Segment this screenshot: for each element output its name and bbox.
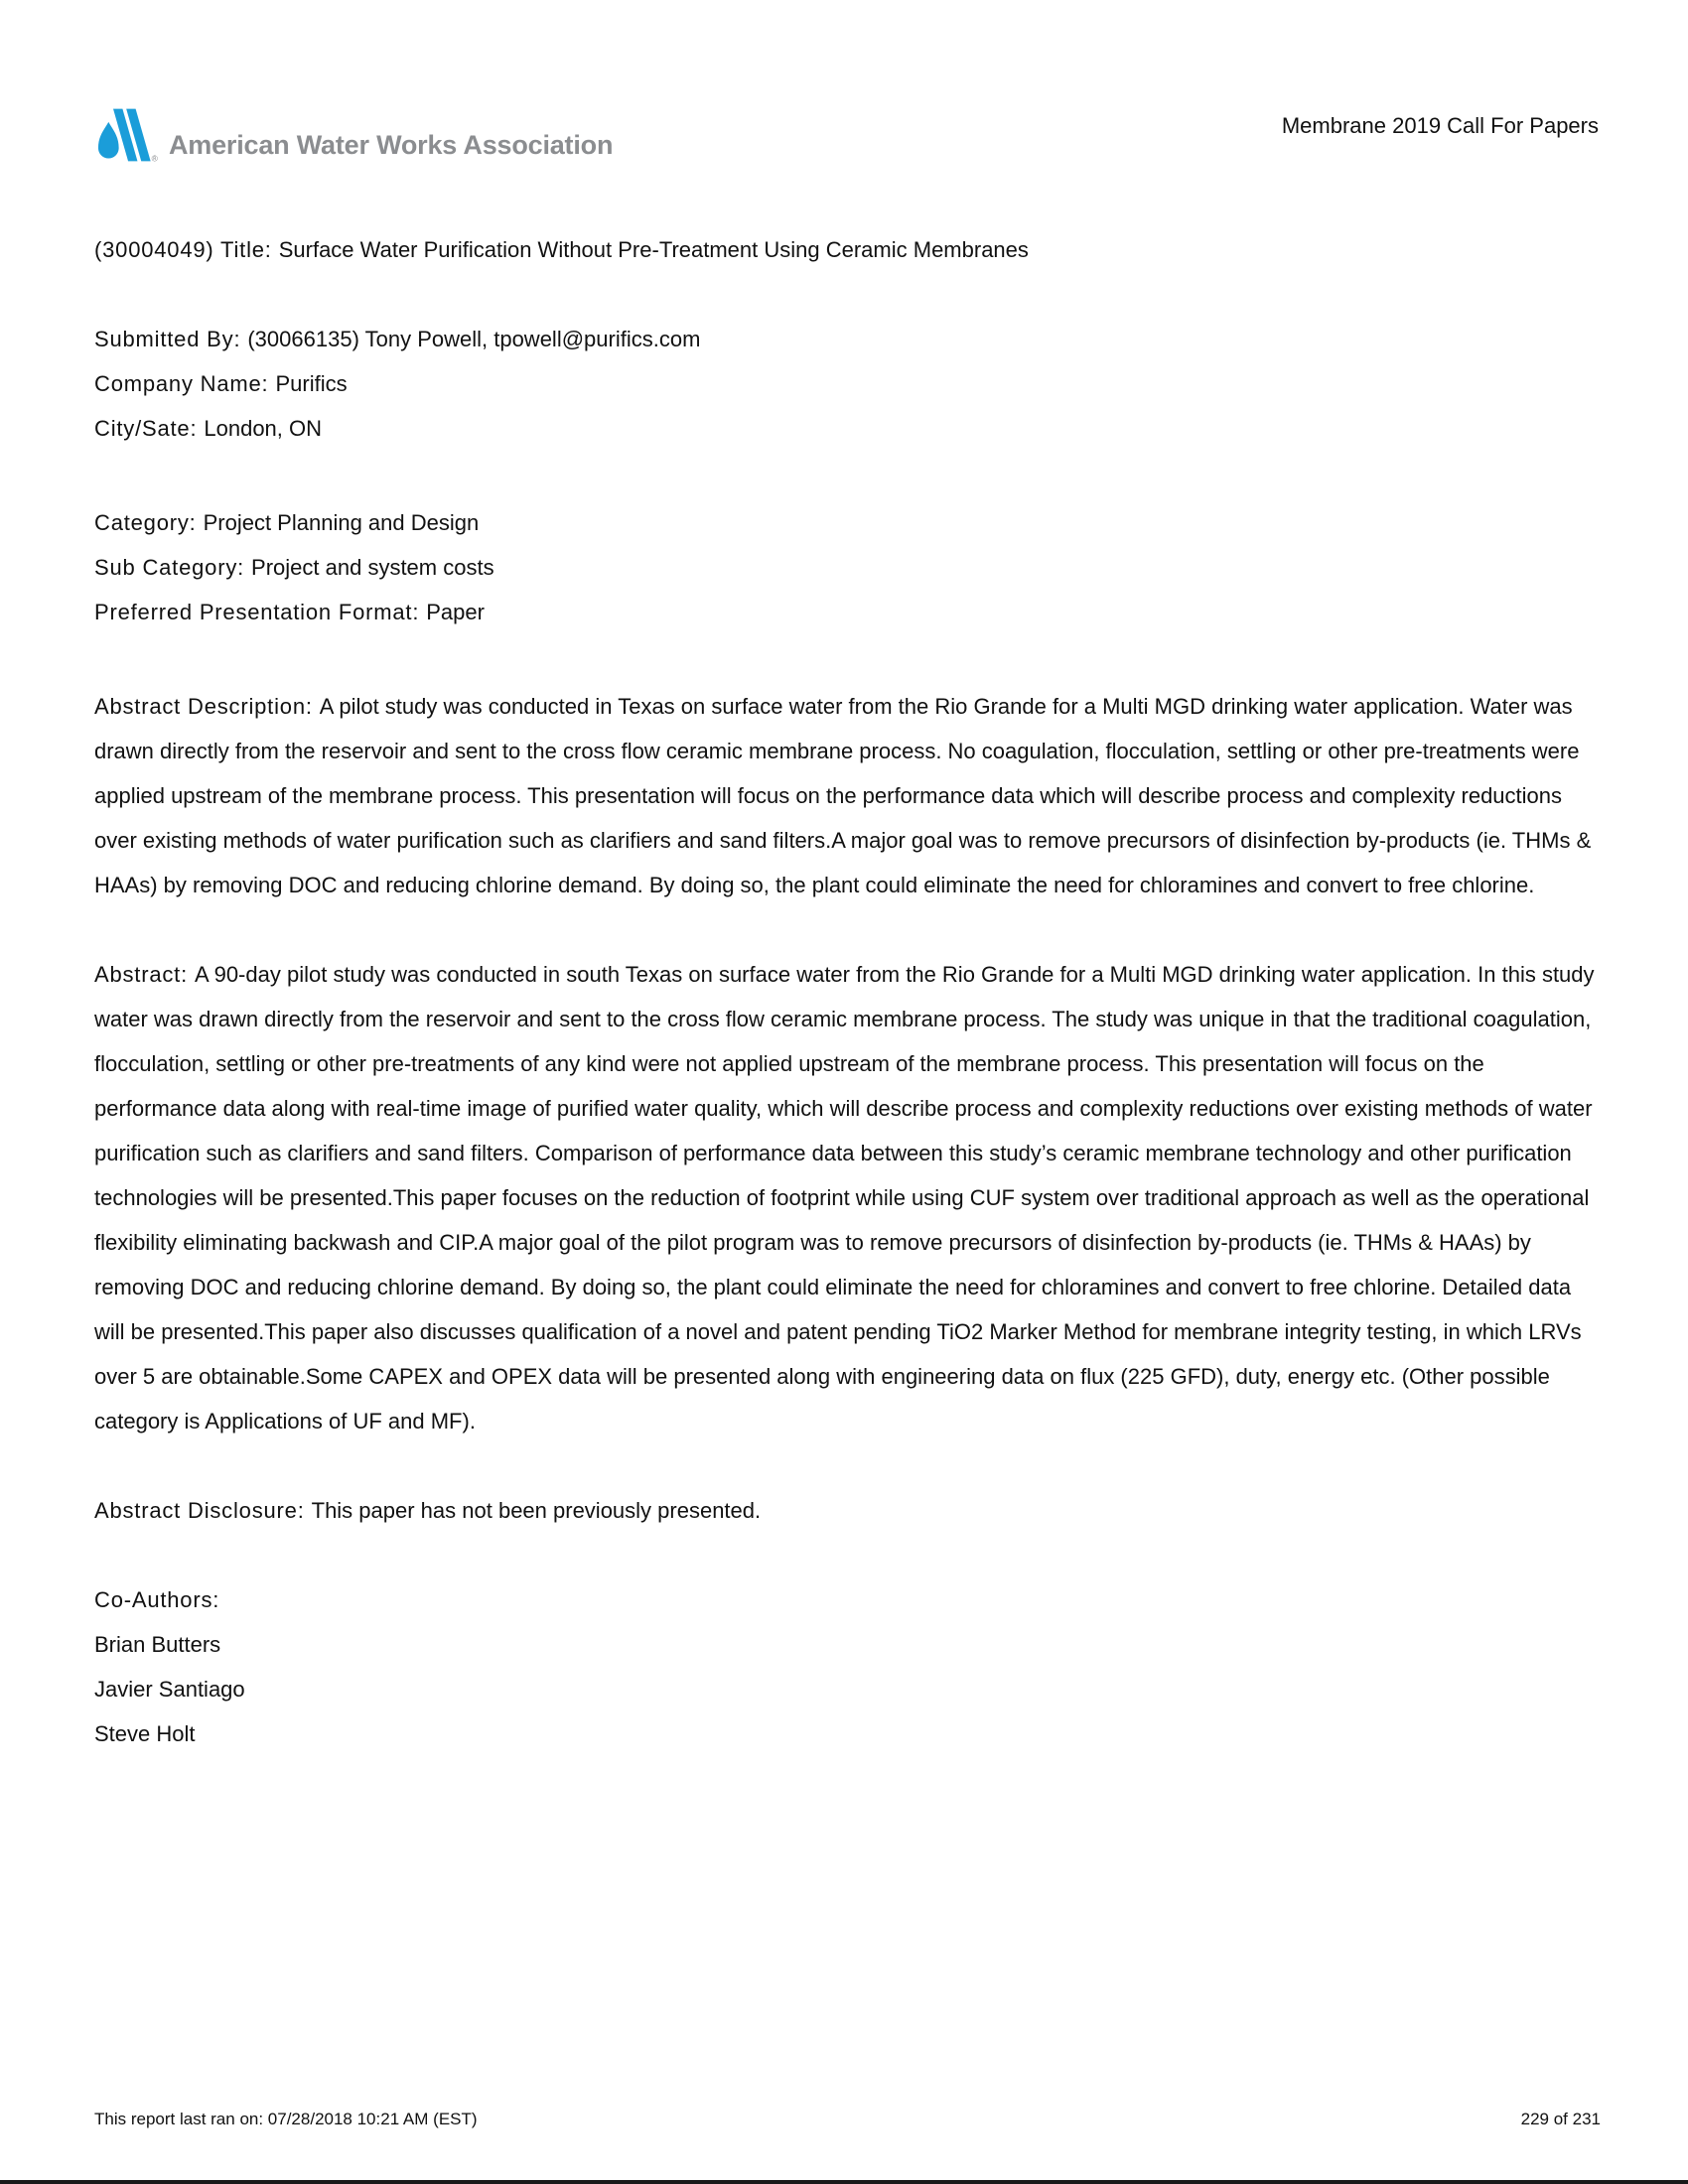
page-header <box>0 0 1688 163</box>
co-author-name: Javier Santiago <box>94 1677 245 1702</box>
submitter-info-group <box>94 317 1601 451</box>
submitted-by-value: (30066135) Tony Powell, tpowell@purifics.com <box>247 327 701 351</box>
co-author-name: Brian Butters <box>94 1632 221 1657</box>
category-info-group <box>94 500 1601 634</box>
sub-category-label: Sub Category: <box>94 555 245 580</box>
report-last-ran: This report last ran on: 07/28/2018 10:21 AM (EST) <box>94 2110 478 2128</box>
submission-title-label: (30004049) Title: <box>94 237 272 262</box>
category-label: Category: <box>94 510 197 535</box>
awwa-logo <box>97 107 613 163</box>
company-name-row <box>94 361 1601 406</box>
org-name: American Water Works Association <box>169 130 614 160</box>
submitted-by-row <box>94 317 1601 361</box>
city-state-value: London, ON <box>204 416 323 441</box>
category-row <box>94 500 1601 545</box>
water-drop-logo-icon <box>97 107 161 163</box>
city-state-row <box>94 406 1601 451</box>
report-title: Membrane 2019 Call For Papers <box>1281 113 1599 138</box>
sub-category-value: Project and system costs <box>251 555 494 580</box>
sub-category-row <box>94 545 1601 590</box>
abstract-description-label: Abstract Description: <box>94 694 313 719</box>
page-indicator: 229 of 231 <box>1520 2110 1601 2128</box>
presentation-format-value: Paper <box>426 600 485 624</box>
abstract-description-text: A pilot study was conducted in Texas on surface water from the Rio Grande for a Multi MGD drinking water application. Water was drawn directly from the reservoir and sent to the cross flow ceramic membrane process. No coagulation, flocculation, settling or other pre-treatments were applied upstream of the membrane process. This presentation will focus on the performance data which will describe process and complexity reductions over existing methods of water purification such as clarifiers and sand filters.A major goal was to remove precursors of disinfection by-products (ie. THMs & HAAs) by removing DOC and reducing chlorine demand. By doing so, the plant could eliminate the need for chloramines and convert to free chlorine. <box>94 694 1592 897</box>
category-value: Project Planning and Design <box>203 510 480 535</box>
abstract-disclosure-label: Abstract Disclosure: <box>94 1498 305 1523</box>
registered-mark-glyph: ® <box>151 153 158 163</box>
submitted-by-label: Submitted By: <box>94 327 241 351</box>
bottom-edge-bar <box>0 2180 1688 2184</box>
abstract-disclosure-value: This paper has not been previously presented. <box>311 1498 762 1523</box>
submission-title-value: Surface Water Purification Without Pre-Treatment Using Ceramic Membranes <box>278 237 1029 262</box>
page-footer <box>94 2109 1601 2130</box>
presentation-format-label: Preferred Presentation Format: <box>94 600 420 624</box>
presentation-format-row <box>94 590 1601 634</box>
abstract-description-section <box>94 684 1601 907</box>
company-name-label: Company Name: <box>94 371 269 396</box>
co-author-name: Steve Holt <box>94 1721 196 1746</box>
abstract-disclosure-row <box>94 1488 1601 1533</box>
submission-title-row <box>94 227 1601 272</box>
report-body <box>0 227 1688 1756</box>
company-name-value: Purifics <box>275 371 348 396</box>
co-authors-section <box>94 1577 1601 1756</box>
co-authors-label: Co-Authors: <box>94 1587 220 1612</box>
abstract-text: A 90-day pilot study was conducted in south Texas on surface water from the Rio Grande for a Multi MGD drinking water application. In this study water was drawn directly from the reservoir and sent to the cross flow ceramic membrane process. The study was unique in that the traditional coagulation, flocculation, settling or other pre-treatments of any kind were not applied upstream of the membrane process. This presentation will focus on the performance data along with real-time image of purified water quality, which will describe process and complexity reductions over existing methods of water purification such as clarifiers and sand filters. Comparison of performance data between this study’s ceramic membrane technology and other purification technologies will be presented.This paper focuses on the reduction of footprint while using CUF system over traditional approach as well as the operational flexibility eliminating backwash and CIP.A major goal of the pilot program was to remove precursors of disinfection by-products (ie. THMs & HAAs) by removing DOC and reducing chlorine demand. By doing so, the plant could eliminate the need for chloramines and convert to free chlorine. Detailed data will be presented.This paper also discusses qualification of a novel and patent pending TiO2 Marker Method for membrane integrity testing, in which LRVs over 5 are obtainable.Some CAPEX and OPEX data will be presented along with engineering data on flux (225 GFD), duty, energy etc. (Other possible category is Applications of UF and MF). <box>94 962 1595 1433</box>
abstract-label: Abstract: <box>94 962 189 987</box>
abstract-section <box>94 952 1601 1443</box>
city-state-label: City/Sate: <box>94 416 198 441</box>
